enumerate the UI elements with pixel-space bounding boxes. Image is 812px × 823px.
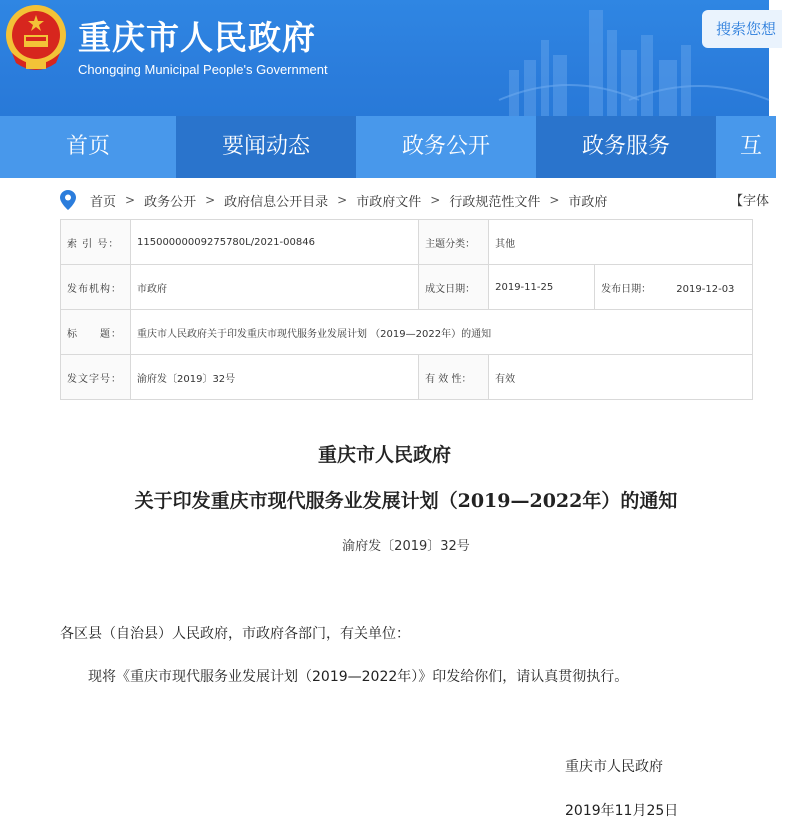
- topic-label: 主题分类：: [419, 220, 489, 265]
- breadcrumb-item-home[interactable]: 首页: [90, 194, 117, 210]
- issuer-value: 市政府: [131, 265, 419, 310]
- document-issuer-heading: 重庆市人民政府: [317, 444, 451, 466]
- breadcrumb-item-catalog[interactable]: 政府信息公开目录: [224, 194, 329, 210]
- publish-date-value: 2019-12-03: [676, 283, 735, 295]
- document-number: 渝府发〔2019〕32号: [342, 539, 470, 554]
- nav-gov-affairs-open[interactable]: 政务公开: [356, 116, 536, 178]
- topic-value: 其他: [489, 220, 753, 265]
- nav-interaction[interactable]: 互: [716, 116, 776, 178]
- national-emblem-icon: [4, 3, 68, 73]
- index-value: 11500000009275780L/2021-00846: [131, 220, 419, 265]
- breadcrumb-separator: >: [549, 193, 560, 207]
- title-value: 重庆市人民政府关于印发重庆市现代服务业发展计划 （2019—2022年）的通知: [131, 310, 753, 355]
- written-date-label: 成文日期：: [419, 265, 489, 310]
- breadcrumb-separator: >: [205, 193, 216, 207]
- breadcrumb-item-gov-open[interactable]: 政务公开: [144, 194, 197, 210]
- written-date-value: 2019-11-25: [489, 265, 595, 310]
- nav-home[interactable]: 首页: [0, 116, 176, 178]
- table-row: [61, 220, 753, 265]
- breadcrumb-item-municipal-docs[interactable]: 市政府文件: [356, 194, 422, 210]
- document-body-paragraph: 现将《重庆市现代服务业发展计划（2019—2022年）》印发给你们，请认真贯彻执行。: [88, 669, 629, 685]
- main-nav: [0, 116, 769, 178]
- validity-label: 有 效 性：: [419, 355, 489, 400]
- publish-date-label: 发布日期：: [601, 283, 652, 295]
- doc-number-value: 渝府发〔2019〕32号: [131, 355, 419, 400]
- document-signature-date: 2019年11月25日: [565, 803, 679, 819]
- document-info-table: [60, 219, 753, 400]
- breadcrumb-separator: >: [337, 193, 348, 207]
- breadcrumb-item-municipal-gov[interactable]: 市政府: [568, 194, 608, 210]
- site-title[interactable]: 重庆市人民政府: [78, 18, 316, 57]
- document-signature-org: 重庆市人民政府: [565, 759, 663, 775]
- nav-news[interactable]: 要闻动态: [176, 116, 356, 178]
- index-label: 索 引 号：: [61, 220, 131, 265]
- doc-number-label: 发文字号：: [61, 355, 131, 400]
- document-salutation: 各区县（自治县）人民政府，市政府各部门，有关单位：: [60, 626, 410, 642]
- font-size-control[interactable]: 【字体: [730, 194, 770, 209]
- table-row: [61, 355, 753, 400]
- title-label: 标 题：: [61, 310, 131, 355]
- table-row: [61, 310, 753, 355]
- breadcrumb-item-normative-docs[interactable]: 行政规范性文件: [449, 194, 541, 210]
- breadcrumb-separator: >: [125, 193, 136, 207]
- nav-gov-services[interactable]: 政务服务: [536, 116, 716, 178]
- publish-date-cell: [595, 265, 753, 310]
- site-header: [0, 0, 777, 116]
- issuer-label: 发布机构：: [61, 265, 131, 310]
- site-subtitle: Chongqing Municipal People's Government: [78, 62, 328, 77]
- table-row: [61, 265, 753, 310]
- document-title: 关于印发重庆市现代服务业发展计划（2019—2022年）的通知: [134, 490, 678, 512]
- breadcrumb-separator: >: [430, 193, 441, 207]
- breadcrumb: [60, 186, 607, 214]
- search-box[interactable]: 搜索您想: [702, 10, 782, 48]
- location-pin-icon: [60, 190, 76, 210]
- validity-value: 有效: [489, 355, 753, 400]
